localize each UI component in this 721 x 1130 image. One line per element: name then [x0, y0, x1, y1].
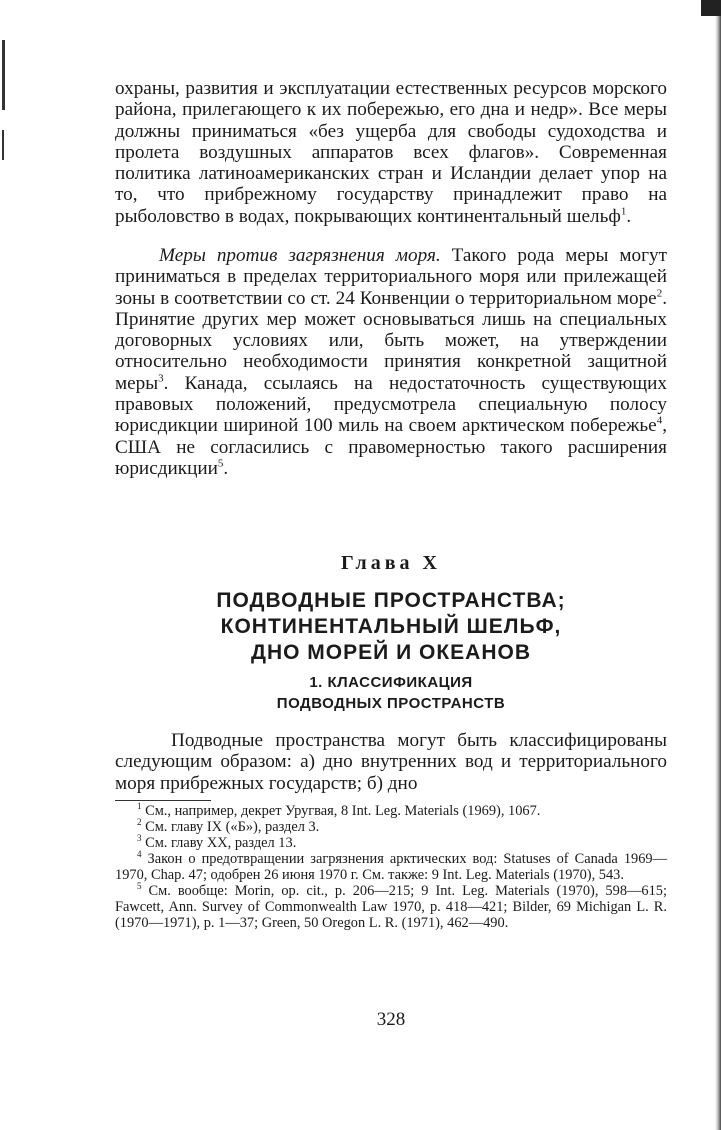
body-paragraph: Подводные пространства могут быть классифицированы следующим образом: а) дно внутренних вод и территориального моря прибрежных государств; б) дно [115, 730, 667, 794]
footnote-text: Закон о предотвращении загрязнения арктических вод: Statuses of Canada 1969—1970, Chap. 47; одобрен 26 июня 1970 г. См. также: 9 Int. Leg. Materials (1970), 543. [115, 851, 667, 883]
footnote-item [115, 803, 667, 819]
paragraph-lead: Меры против загрязнения моря. [159, 245, 441, 266]
paragraph-text: , США не согласились с правомерностью такого расширения юрисдикции [115, 415, 667, 479]
footnote-mark: 5 [137, 881, 142, 892]
section-title-line: ПОДВОДНЫХ ПРОСТРАНСТВ [276, 695, 506, 712]
chapter-title-line: ПОДВОДНЫЕ ПРОСТРАНСТВА; [216, 589, 566, 612]
footnote-item [115, 883, 667, 931]
chapter-title-line: КОНТИНЕНТАЛЬНЫЙ ШЕЛЬФ, [220, 615, 562, 638]
footnote-mark: 4 [137, 849, 142, 860]
footnote-item [115, 851, 667, 883]
footnote-ref: 3 [158, 372, 164, 385]
footnote-mark: 2 [137, 817, 142, 828]
footnote-item [115, 819, 667, 835]
paragraph-text: . Канада, ссылаясь на недостаточность существующих правовых положений, предусмотрела специальную полосу юрисдикции шириной 100 миль на своем арктическом побережье [115, 372, 667, 437]
section-title [115, 672, 667, 714]
chapter-title-line: ДНО МОРЕЙ И ОКЕАНОВ [251, 641, 531, 664]
paragraph-text: Такого рода меры могут приниматься в пределах территориального моря или прилежащей зоны в соответствии со ст. 24 Конвенции о территориальном море [115, 245, 668, 309]
section-title-line: 1. КЛАССИФИКАЦИЯ [309, 674, 473, 691]
footnote-ref: 5 [217, 457, 224, 470]
scan-edge-mark [2, 40, 5, 110]
scan-corner-mark [701, 0, 721, 16]
footnote-text: См., например, декрет Уругвая, 8 Int. Leg. Materials (1969), 1067. [141, 803, 541, 819]
footnote-text: См. главу XX, раздел 13. [141, 835, 297, 851]
body-paragraph: охраны, развития и эксплуатации естественных ресурсов морского района, прилегающего к их побережью, его дна и недр». Все меры должны приниматься «без ущерба для свободы судоходства и пролета воздушных аппаратов всех флагов». Современная политика латиноамериканских стран и Исландии делает упор на то, что прибрежному государству принадлежит право на рыболовство в водах, покрывающих континентальный шельф$^1$. [115, 78, 667, 227]
scan-edge-mark [2, 130, 4, 160]
page-number: 328 [376, 1009, 406, 1030]
body-paragraph [115, 245, 667, 479]
footnote-mark: 3 [137, 833, 142, 844]
chapter-label: Глава X [341, 552, 441, 574]
paragraph-text: охраны, развития и эксплуатации естественных ресурсов морского района, прилегающего к их побережью, его дна и недр». Все меры должны приниматься «без ущерба для свободы судоходства и пролета воздушных аппаратов всех флагов». Современная политика латиноамериканских стран и Исландии делает упор на то, что прибрежному государству принадлежит право на рыболовство в водах, покрывающих континентальный шельф [115, 78, 667, 227]
paragraph-text: . Принятие других мер может основываться лишь на специальных договорных условиях или, быть может, на утверждении относительно необходимости принятия конкретной защитной меры [115, 287, 667, 394]
footnote-item [115, 835, 667, 851]
footnotes-list [115, 803, 667, 931]
footnote-divider [115, 800, 211, 801]
footnote-text: См. главу IX («Б»), раздел 3. [141, 819, 320, 835]
footnote-ref: 1 [620, 205, 627, 218]
chapter-title [115, 588, 667, 666]
footnote-ref: 2 [656, 287, 663, 300]
footnote-ref: 4 [656, 414, 663, 427]
paragraph-text: . [223, 457, 229, 479]
footnote-mark: 1 [137, 801, 142, 812]
footnote-text: См. вообще: Morin, op. cit., p. 206—215; 9 Int. Leg. Materials (1970), 598—615; Fawcett, Ann. Survey of Commonwealth Law 1970, p. 418—421; Bilder, 69 Michigan L. R. (1970—1971), p. 1—37; Green, 50 Oregon L. R. (1971), 462—490. [115, 883, 667, 931]
scan-page-edge [715, 0, 721, 1130]
